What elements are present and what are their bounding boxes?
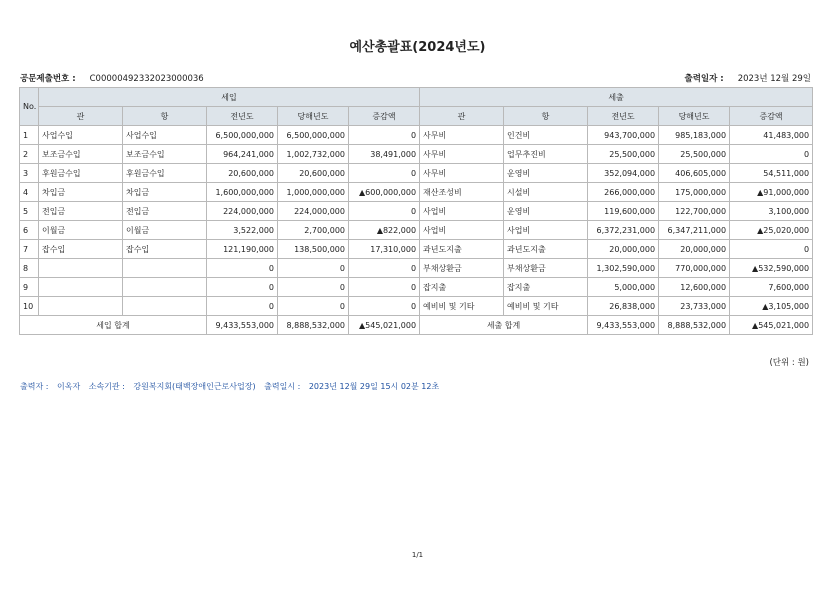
- income-curr: 20,600,000: [278, 164, 349, 183]
- header-expense-curr: 당해년도: [659, 107, 730, 126]
- header-income-diff: 증감액: [349, 107, 420, 126]
- income-curr: 2,700,000: [278, 221, 349, 240]
- org-name: 강원복지회(태백장애인근로사업장): [133, 382, 256, 391]
- expense-gwan: 부채상환금: [420, 259, 504, 278]
- expense-gwan: 사업비: [420, 221, 504, 240]
- expense-diff: ▲25,020,000: [730, 221, 813, 240]
- row-number: 3: [20, 164, 39, 183]
- expense-prev: 119,600,000: [588, 202, 659, 221]
- expense-gwan: 잡지출: [420, 278, 504, 297]
- expense-diff: 3,100,000: [730, 202, 813, 221]
- income-curr: 1,000,000,000: [278, 183, 349, 202]
- expense-hang: 운영비: [504, 202, 588, 221]
- printer-label: 출력자 :: [20, 382, 49, 391]
- expense-hang: 업무추진비: [504, 145, 588, 164]
- income-curr: 1,002,732,000: [278, 145, 349, 164]
- income-gwan: 잡수입: [39, 240, 123, 259]
- income-diff: ▲600,000,000: [349, 183, 420, 202]
- table-row: [20, 126, 813, 145]
- header-no: No.: [20, 88, 39, 126]
- income-prev: 0: [207, 278, 278, 297]
- income-hang: 전입금: [123, 202, 207, 221]
- income-gwan: [39, 259, 123, 278]
- income-prev: 3,522,000: [207, 221, 278, 240]
- expense-diff: 0: [730, 145, 813, 164]
- income-curr: 0: [278, 259, 349, 278]
- income-prev: 1,600,000,000: [207, 183, 278, 202]
- expense-curr: 175,000,000: [659, 183, 730, 202]
- expense-diff: 41,483,000: [730, 126, 813, 145]
- expense-diff: ▲532,590,000: [730, 259, 813, 278]
- expense-prev: 943,700,000: [588, 126, 659, 145]
- expense-diff: ▲91,000,000: [730, 183, 813, 202]
- expense-gwan: 사무비: [420, 126, 504, 145]
- expense-hang: 부채상환금: [504, 259, 588, 278]
- header-income-gwan: 관: [39, 107, 123, 126]
- income-diff: 38,491,000: [349, 145, 420, 164]
- table-row: [20, 164, 813, 183]
- income-curr: 138,500,000: [278, 240, 349, 259]
- budget-summary-table: [19, 87, 813, 335]
- header-expense-hang: 항: [504, 107, 588, 126]
- expense-hang: 사업비: [504, 221, 588, 240]
- income-diff: 0: [349, 126, 420, 145]
- income-curr: 224,000,000: [278, 202, 349, 221]
- expense-hang: 잡지출: [504, 278, 588, 297]
- income-gwan: 이월금: [39, 221, 123, 240]
- expense-curr: 20,000,000: [659, 240, 730, 259]
- expense-curr: 770,000,000: [659, 259, 730, 278]
- income-curr: 0: [278, 278, 349, 297]
- row-number: 1: [20, 126, 39, 145]
- expense-total-curr: 8,888,532,000: [659, 316, 730, 335]
- row-number: 5: [20, 202, 39, 221]
- income-hang: 잡수입: [123, 240, 207, 259]
- header-income-prev: 전년도: [207, 107, 278, 126]
- unit-label: (단위 : 원): [769, 358, 809, 368]
- row-number: 6: [20, 221, 39, 240]
- expense-prev: 5,000,000: [588, 278, 659, 297]
- income-hang: 보조금수입: [123, 145, 207, 164]
- table-row: [20, 297, 813, 316]
- header-expense-gwan: 관: [420, 107, 504, 126]
- expense-curr: 985,183,000: [659, 126, 730, 145]
- income-gwan: [39, 297, 123, 316]
- print-date-value: 2023년 12월 29일: [737, 74, 811, 84]
- expense-hang: 인건비: [504, 126, 588, 145]
- income-diff: ▲822,000: [349, 221, 420, 240]
- header-expense-prev: 전년도: [588, 107, 659, 126]
- document-number: [20, 72, 204, 84]
- income-hang: 차입금: [123, 183, 207, 202]
- income-total-label: 세입 합계: [20, 316, 207, 335]
- expense-total-diff: ▲545,021,000: [730, 316, 813, 335]
- expense-diff: 7,600,000: [730, 278, 813, 297]
- header-income-hang: 항: [123, 107, 207, 126]
- print-footer: [20, 381, 445, 392]
- income-prev: 20,600,000: [207, 164, 278, 183]
- income-diff: 0: [349, 297, 420, 316]
- income-prev: 964,241,000: [207, 145, 278, 164]
- document-number-label: 공문제출번호 :: [20, 74, 76, 84]
- print-date-label: 출력일자 :: [684, 74, 724, 84]
- table-row: [20, 240, 813, 259]
- header-income: 세입: [39, 88, 420, 107]
- expense-prev: 6,372,231,000: [588, 221, 659, 240]
- expense-hang: 시설비: [504, 183, 588, 202]
- expense-total-label: 세출 합계: [420, 316, 588, 335]
- expense-curr: 23,733,000: [659, 297, 730, 316]
- income-hang: [123, 297, 207, 316]
- income-prev: 0: [207, 297, 278, 316]
- expense-diff: ▲3,105,000: [730, 297, 813, 316]
- income-total-curr: 8,888,532,000: [278, 316, 349, 335]
- header-income-curr: 당해년도: [278, 107, 349, 126]
- income-curr: 6,500,000,000: [278, 126, 349, 145]
- income-gwan: 사업수입: [39, 126, 123, 145]
- expense-gwan: 예비비 및 기타: [420, 297, 504, 316]
- expense-diff: 0: [730, 240, 813, 259]
- expense-prev: 26,838,000: [588, 297, 659, 316]
- income-prev: 0: [207, 259, 278, 278]
- income-gwan: 보조금수입: [39, 145, 123, 164]
- table-row: [20, 145, 813, 164]
- expense-gwan: 사무비: [420, 164, 504, 183]
- page-title: 예산총괄표(2024년도): [349, 40, 486, 55]
- expense-prev: 1,302,590,000: [588, 259, 659, 278]
- expense-gwan: 사업비: [420, 202, 504, 221]
- income-hang: [123, 278, 207, 297]
- income-hang: 사업수입: [123, 126, 207, 145]
- table-row: [20, 202, 813, 221]
- income-diff: 17,310,000: [349, 240, 420, 259]
- table-row: [20, 278, 813, 297]
- print-date: [684, 72, 811, 84]
- expense-prev: 266,000,000: [588, 183, 659, 202]
- expense-diff: 54,511,000: [730, 164, 813, 183]
- totals-row: [20, 316, 813, 335]
- printer-name: 이옥자: [56, 382, 81, 391]
- expense-hang: 과년도지출: [504, 240, 588, 259]
- expense-prev: 25,500,000: [588, 145, 659, 164]
- expense-total-prev: 9,433,553,000: [588, 316, 659, 335]
- income-prev: 121,190,000: [207, 240, 278, 259]
- table-row: [20, 183, 813, 202]
- header-expense-diff: 증감액: [730, 107, 813, 126]
- header-expense: 세출: [420, 88, 813, 107]
- expense-prev: 352,094,000: [588, 164, 659, 183]
- row-number: 8: [20, 259, 39, 278]
- income-hang: 이월금: [123, 221, 207, 240]
- expense-curr: 122,700,000: [659, 202, 730, 221]
- expense-curr: 12,600,000: [659, 278, 730, 297]
- table-row: [20, 259, 813, 278]
- income-hang: 후원금수입: [123, 164, 207, 183]
- table-row: [20, 221, 813, 240]
- expense-prev: 20,000,000: [588, 240, 659, 259]
- income-hang: [123, 259, 207, 278]
- income-prev: 224,000,000: [207, 202, 278, 221]
- row-number: 10: [20, 297, 39, 316]
- row-number: 2: [20, 145, 39, 164]
- income-gwan: 차입금: [39, 183, 123, 202]
- income-diff: 0: [349, 164, 420, 183]
- expense-curr: 6,347,211,000: [659, 221, 730, 240]
- expense-hang: 예비비 및 기타: [504, 297, 588, 316]
- income-gwan: 후원금수입: [39, 164, 123, 183]
- expense-gwan: 과년도지출: [420, 240, 504, 259]
- print-time: 2023년 12월 29일 15시 02분 12초: [308, 382, 440, 391]
- income-diff: 0: [349, 202, 420, 221]
- income-total-prev: 9,433,553,000: [207, 316, 278, 335]
- org-label: 소속기관 :: [88, 382, 125, 391]
- income-total-diff: ▲545,021,000: [349, 316, 420, 335]
- income-gwan: 전입금: [39, 202, 123, 221]
- income-curr: 0: [278, 297, 349, 316]
- document-number-value: C00000492332023000036: [89, 74, 204, 84]
- income-prev: 6,500,000,000: [207, 126, 278, 145]
- row-number: 9: [20, 278, 39, 297]
- income-gwan: [39, 278, 123, 297]
- expense-gwan: 재산조성비: [420, 183, 504, 202]
- page-number: 1/1: [411, 551, 424, 559]
- expense-gwan: 사무비: [420, 145, 504, 164]
- expense-curr: 25,500,000: [659, 145, 730, 164]
- income-diff: 0: [349, 259, 420, 278]
- expense-hang: 운영비: [504, 164, 588, 183]
- print-time-label: 출력일시 :: [264, 382, 301, 391]
- row-number: 7: [20, 240, 39, 259]
- row-number: 4: [20, 183, 39, 202]
- income-diff: 0: [349, 278, 420, 297]
- expense-curr: 406,605,000: [659, 164, 730, 183]
